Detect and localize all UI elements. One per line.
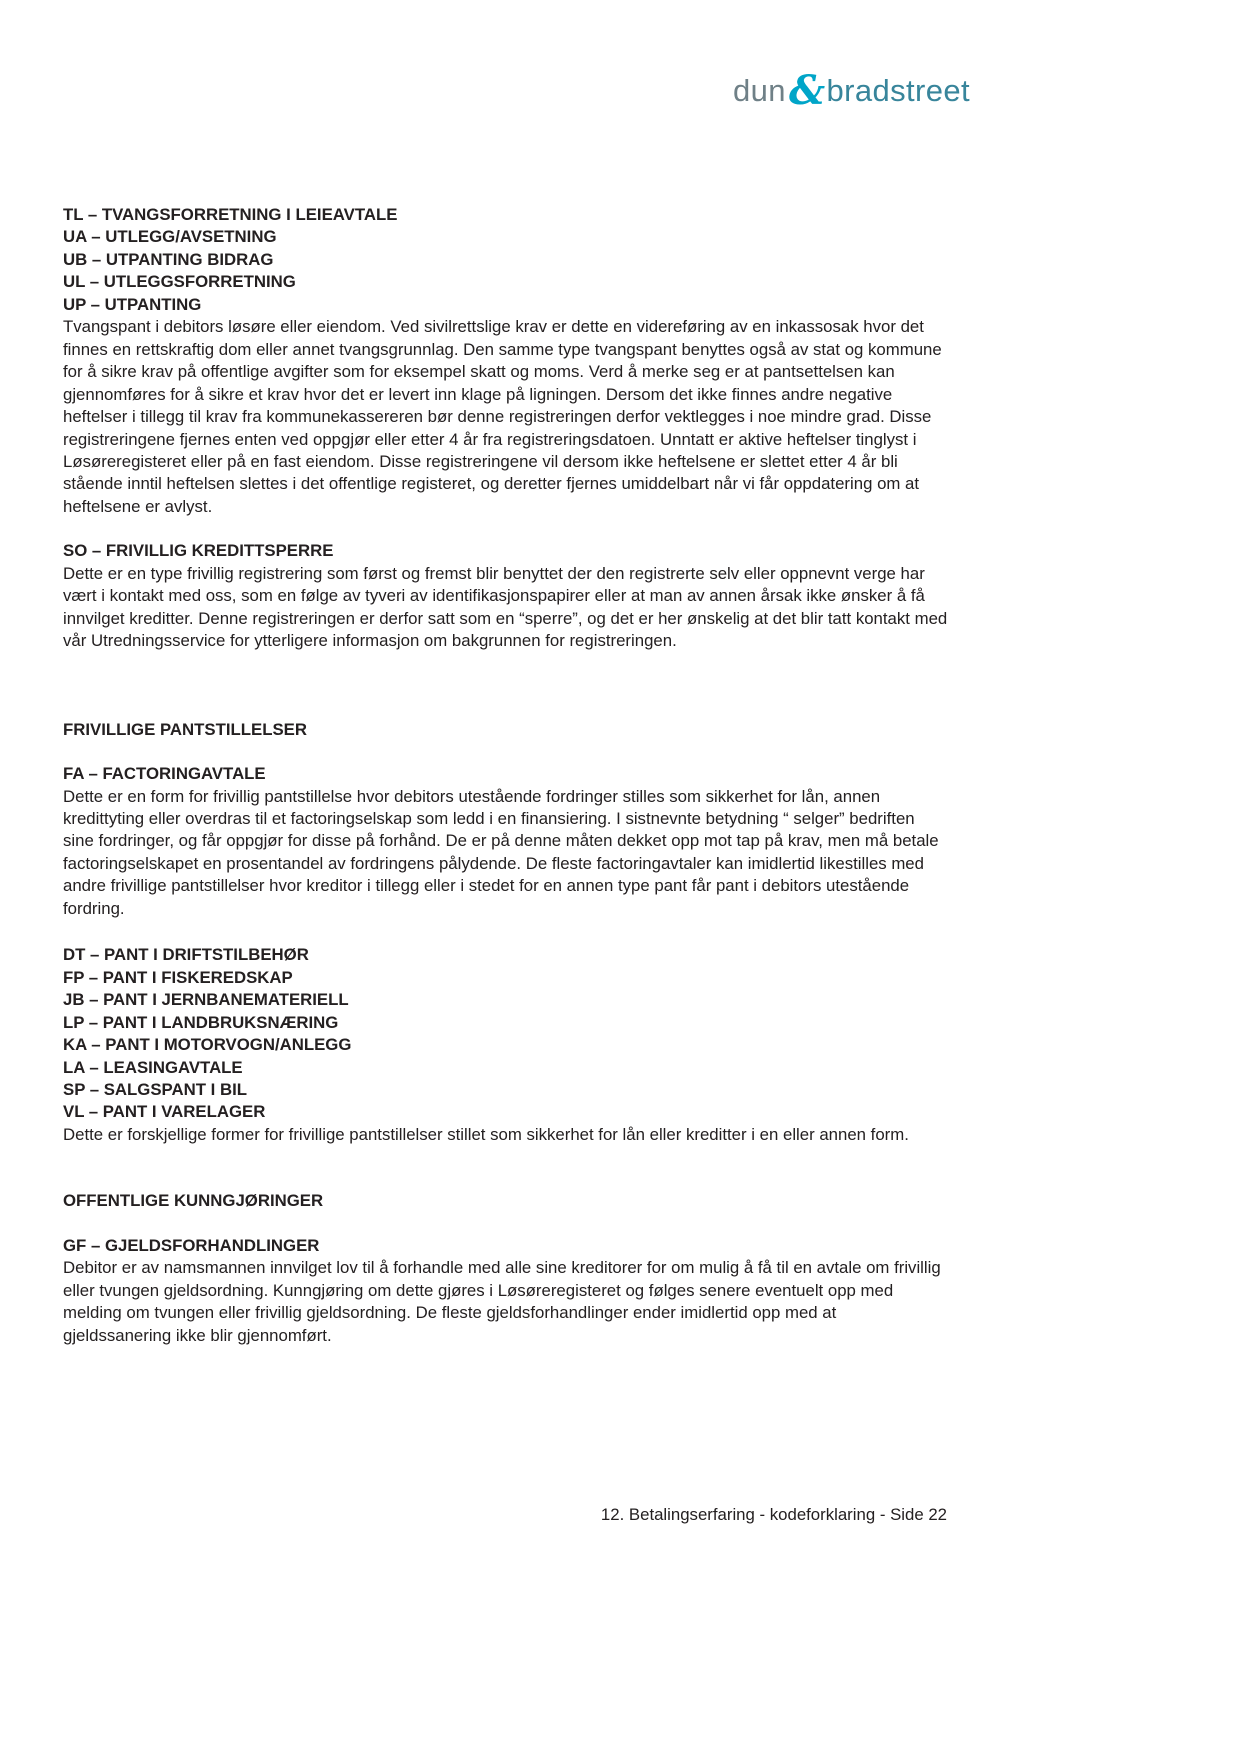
page-footer [63, 1504, 947, 1526]
code-heading: LP – PANT I LANDBRUKSNÆRING [63, 1012, 339, 1032]
code-heading: UL – UTLEGGSFORRETNING [63, 272, 296, 292]
code-heading: JB – PANT I JERNBANEMATERIELL [63, 990, 349, 1010]
dun-bradstreet-logo [733, 67, 971, 114]
heading-so-frivillig-kredittsperre: SO – FRIVILLIG KREDITTSPERRE [63, 541, 334, 561]
heading-fa-factoringavtale: FA – FACTORINGAVTALE [63, 764, 266, 784]
code-heading: TL – TVANGSFORRETNING I LEIEAVTALE [63, 205, 398, 224]
document-content [63, 204, 949, 1347]
code-heading: UP – UTPANTING [63, 294, 202, 314]
code-heading: FP – PANT I FISKEREDSKAP [63, 967, 293, 987]
logo-text-dun: dun [733, 73, 786, 108]
footer-text: 12. Betalingserfaring - kodeforklaring - Side 22 [600, 1505, 947, 1524]
heading-gf-gjeldsforhandlinger: GF – GJELDSFORHANDLINGER [63, 1235, 320, 1255]
paragraph-pant: Dette er forskjellige former for frivillige pantstillelser stillet som sikkerhet for lån eller kreditter i en eller annen form. [63, 1124, 909, 1144]
code-heading: VL – PANT I VARELAGER [63, 1102, 266, 1122]
logo-text-bradstreet: bradstreet [826, 73, 971, 108]
paragraph-tvangspant: Tvangspant i debitors løsøre eller eiendom. Ved sivilrettslige krav er dette en videreføring av en inkassosak hvor det finnes en rettskraftig dom eller annet tvangsgrunnlag. Den samme type tvangspant benyttes også av stat og kommune for å sikre krav på offentlige avgifter som for eksempel skatt og moms. Verd å merke seg er at pantsettelsen kan gjennomføres for å sikre et krav hvor det er levert inn klage på ligningen. Dersom det ikke finnes andre negative heftelser i tillegg til krav fra kommunekassereren bør denne registreringen derfor vektlegges i noe mindre grad. Disse registreringene fjernes enten ved oppgjør eller etter 4 år fra registreringsdatoen. Unntatt er aktive heftelser tinglyst i Løsøreregisteret eller på en fast eiendom. Disse registreringene vil dersom ikke heftelsene er slettet etter 4 år bli stående inntil heftelsen slettes i det offentlige registeret, og deretter fjernes umiddelbart når vi får oppdatering om at heftelsene er avlyst. [63, 317, 942, 516]
paragraph-so: Dette er en type frivillig registrering som først og fremst blir benyttet der den registrerte selv eller oppnevnt verge har vært i kontakt med oss, som en følge av tyveri av identifikasjonspapirer eller at man av annen årsak ikke ønsker å få innvilget kreditter. Denne registreringen er derfor satt som en “sperre”, og det er her ønskelig at det blir tatt kontakt med vår Utredningsservice for ytterligere informasjon om bakgrunnen for registreringen. [63, 563, 948, 651]
code-heading: UB – UTPANTING BIDRAG [63, 249, 274, 269]
paragraph-fa: Dette er en form for frivillig pantstillelse hvor debitors utestående fordringer stilles som sikkerhet for lån, annen kredittyting eller overdras til et factoringselskap som ledd i en finansiering. I sistnevnte betydning “ selger” bedriften sine fordringer, og får oppgjør for disse på forhånd. De er på denne måten dekket opp mot tap på krav, men må betale factoringselskapet en prosentandel av fordringens pålydende. De fleste factoringavtaler kan imidlertid likestilles med andre frivillige pantstillelser hvor kreditor i tillegg eller i stedet for en annen type pant får pant i debitors utestående fordring. [63, 786, 939, 918]
code-heading: LA – LEASINGAVTALE [63, 1057, 243, 1077]
code-heading: KA – PANT I MOTORVOGN/ANLEGG [63, 1035, 352, 1055]
paragraph-gf: Debitor er av namsmannen innvilget lov til å forhandle med alle sine kreditorer for om mulig å få til en avtale om frivillig eller tvungen gjeldsordning. Kunngjøring om dette gjøres i Løsøreregisteret og følges senere eventuelt opp med melding om tvungen eller frivillig gjeldsordning. De fleste gjeldsforhandlinger ender imidlertid opp med at gjeldssanering ikke blir gjennomført. [63, 1258, 941, 1345]
section-title-frivillige-pantstillelser: FRIVILLIGE PANTSTILLELSER [63, 719, 307, 739]
code-heading-list-pant [63, 944, 949, 1124]
code-heading-list-tvangsforretning [63, 204, 949, 316]
code-heading: SP – SALGSPANT I BIL [63, 1079, 248, 1099]
section-title-offentlige-kunngjoringer: OFFENTLIGE KUNNGJØRINGER [63, 1191, 324, 1211]
code-heading: UA – UTLEGG/AVSETNING [63, 227, 277, 247]
code-heading: DT – PANT I DRIFTSTILBEHØR [63, 945, 309, 965]
logo-ampersand-icon: & [788, 67, 826, 114]
